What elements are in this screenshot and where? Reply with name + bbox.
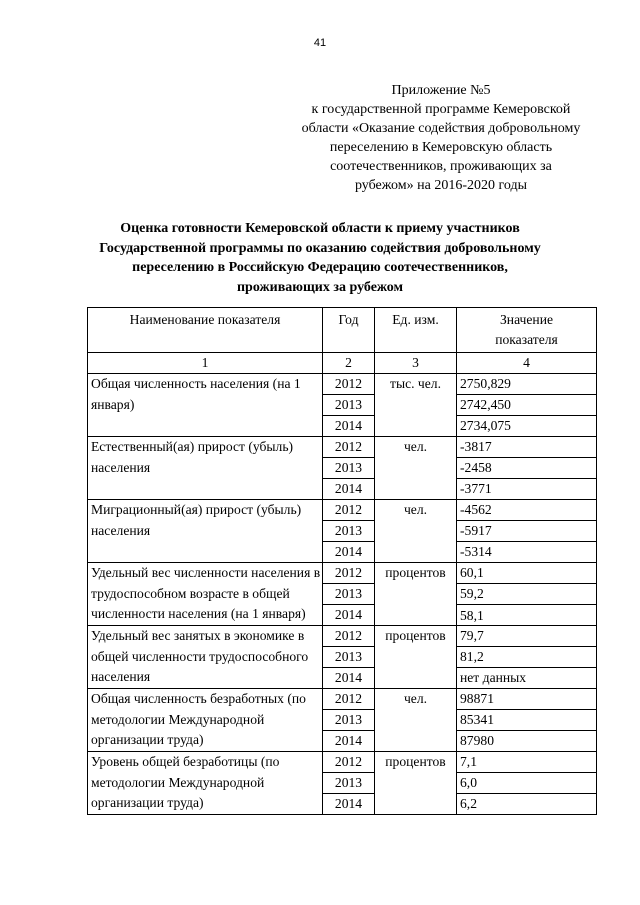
table-header-row: [88, 308, 597, 353]
column-header-unit: Ед. изм.: [375, 308, 457, 353]
indicator-value: 2750,829: [457, 374, 597, 395]
indicator-value: нет данных: [457, 668, 597, 689]
indicator-name: Удельный вес численности населения в трудоспособном возрасте в общей численности населения (на 1 января): [88, 563, 323, 626]
indicator-year: 2014: [323, 416, 375, 437]
appendix-header: [276, 81, 606, 195]
indicator-value: 85341: [457, 710, 597, 731]
page-number: 41: [313, 37, 327, 49]
indicator-value: 81,2: [457, 647, 597, 668]
indicator-value: 7,1: [457, 752, 597, 773]
indicator-year: 2014: [323, 605, 375, 626]
indicator-year: 2012: [323, 752, 375, 773]
indicators-table: [87, 307, 597, 815]
indicator-name: Естественный(ая) прирост (убыль) населения: [88, 437, 323, 500]
column-header-value-line: Значение: [499, 312, 554, 327]
column-header-value: [457, 308, 597, 353]
indicator-year: 2013: [323, 521, 375, 542]
indicator-year: 2013: [323, 647, 375, 668]
indicator-year: 2014: [323, 731, 375, 752]
indicator-value: -3817: [457, 437, 597, 458]
indicator-unit: процентов: [375, 626, 457, 689]
indicator-year: 2012: [323, 563, 375, 584]
indicator-name: Общая численность населения (на 1 января): [88, 374, 323, 437]
indicator-value: 6,2: [457, 794, 597, 815]
column-number: 3: [375, 353, 457, 374]
indicator-unit: процентов: [375, 752, 457, 815]
indicator-year: 2012: [323, 500, 375, 521]
indicator-value: -3771: [457, 479, 597, 500]
column-header-year: Год: [323, 308, 375, 353]
indicator-unit: чел.: [375, 689, 457, 752]
indicator-year: 2012: [323, 374, 375, 395]
indicator-value: 59,2: [457, 584, 597, 605]
indicator-unit: чел.: [375, 437, 457, 500]
table-row: [88, 563, 597, 584]
indicator-year: 2013: [323, 458, 375, 479]
table-row: [88, 689, 597, 710]
indicator-name: Уровень общей безработицы (по методологии Международной организации труда): [88, 752, 323, 815]
indicator-year: 2014: [323, 794, 375, 815]
indicator-unit: процентов: [375, 563, 457, 626]
indicator-value: -2458: [457, 458, 597, 479]
indicator-value: 79,7: [457, 626, 597, 647]
indicator-value: 98871: [457, 689, 597, 710]
appendix-line: соотечественников, проживающих за: [330, 159, 552, 174]
column-number: 4: [457, 353, 597, 374]
column-header-name: Наименование показателя: [88, 308, 323, 353]
indicator-year: 2012: [323, 437, 375, 458]
appendix-line: рубежом» на 2016-2020 годы: [354, 178, 528, 193]
table-row: [88, 437, 597, 458]
indicator-value: 58,1: [457, 605, 597, 626]
indicator-value: 2742,450: [457, 395, 597, 416]
indicator-year: 2013: [323, 584, 375, 605]
indicator-value: 6,0: [457, 773, 597, 794]
column-number: 2: [323, 353, 375, 374]
indicator-year: 2013: [323, 395, 375, 416]
document-title: [80, 219, 560, 297]
appendix-line: Приложение №5: [391, 83, 491, 98]
appendix-line: области «Оказание содействия добровольному: [301, 121, 581, 136]
indicator-year: 2013: [323, 710, 375, 731]
indicator-year: 2014: [323, 542, 375, 563]
table-row: [88, 374, 597, 395]
table-row: [88, 626, 597, 647]
title-line: переселению в Российскую Федерацию соотечественников,: [132, 260, 508, 275]
indicator-year: 2012: [323, 689, 375, 710]
column-number-row: [88, 353, 597, 374]
indicator-value: 60,1: [457, 563, 597, 584]
table-row: [88, 500, 597, 521]
table-row: [88, 752, 597, 773]
indicator-value: -4562: [457, 500, 597, 521]
column-header-value-line: показателя: [495, 332, 558, 347]
appendix-line: переселению в Кемеровскую область: [329, 140, 553, 155]
indicator-name: Удельный вес занятых в экономике в общей численности трудоспособного населения: [88, 626, 323, 689]
indicator-year: 2013: [323, 773, 375, 794]
title-line: Государственной программы по оказанию содействия добровольному: [99, 240, 541, 256]
title-line: проживающих за рубежом: [236, 279, 403, 295]
appendix-line: к государственной программе Кемеровской: [311, 102, 571, 117]
indicator-name: Миграционный(ая) прирост (убыль) населения: [88, 500, 323, 563]
table-body: [88, 374, 597, 815]
indicator-value: 87980: [457, 731, 597, 752]
indicator-unit: тыс. чел.: [375, 374, 457, 437]
indicator-value: -5314: [457, 542, 597, 563]
indicator-year: 2014: [323, 668, 375, 689]
indicator-year: 2014: [323, 479, 375, 500]
indicator-year: 2012: [323, 626, 375, 647]
indicator-value: 2734,075: [457, 416, 597, 437]
indicator-name: Общая численность безработных (по методологии Международной организации труда): [88, 689, 323, 752]
indicator-unit: чел.: [375, 500, 457, 563]
indicator-value: -5917: [457, 521, 597, 542]
column-number: 1: [88, 353, 323, 374]
title-line: Оценка готовности Кемеровской области к приему участников: [120, 221, 520, 236]
